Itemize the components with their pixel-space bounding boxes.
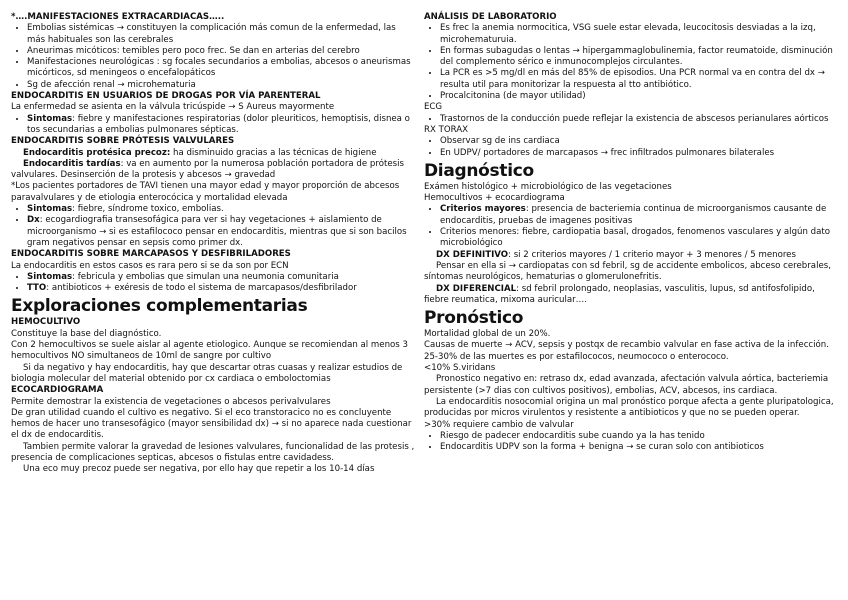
dx-diferencial [424,284,840,307]
right-column [424,12,840,453]
item-label: Sintomas [27,204,73,215]
list-item [27,204,416,215]
paragraph: >30% requiere cambio de valvular [424,419,574,430]
item-label: Dx [27,215,40,226]
list-item: • La PCR es >5 mg/dl en más del 85% de episodios. Una PCR normal va en contra del dx → resulta util para monitorizar la respuesta al tto antibiótico. [440,68,840,91]
paragraph: <10% S.viridans [424,363,496,374]
lab-heading: ANÁLISIS DE LABORATORIO [424,12,557,22]
paragraph: Con 2 hemocultivos se suele aislar al agente etiologico. Aunque se recomiendan al menos 3 hemocultivos NO simultaneos de 10ml de sangre por cultivo [11,340,408,362]
udvp-list [11,114,416,137]
list-item: • Aneurimas micóticos: temibles pero poco frec. Se dan en arterias del cerebro [27,46,416,57]
list-item: • En UDPV/ portadores de marcapasos → frec infiltrados pulmonares bilaterales [440,148,840,159]
pacemaker-list [11,272,416,295]
ecg-list [424,114,840,125]
list-item [27,272,416,283]
tavi-note: *Los pacientes portadores de TAVI tienen una mayor edad y mayor proporción de abcesos paravalvulares y de etiologia enterocócica y mortalidad elevada [11,181,400,203]
list-item: • Trastornos de la conducción puede reflejar la existencia de abscesos perianulares aórticos [440,114,840,125]
item-text: : fiebre, síndrome toxico, embolias. [72,204,224,215]
exploraciones-title: Exploraciones complementarias [11,296,308,317]
left-column [11,12,416,476]
prosthesis-heading: ENDOCARDITIS SOBRE PRÓTESIS VALVULARES [11,136,235,147]
pronostico-title: Pronóstico [424,308,524,329]
list-item: • Sg de afección renal → microhematuria [27,80,416,91]
udvp-text: La enfermedad se asienta en la válvula tricúspide → S Aureus mayormente [11,102,335,113]
item-label: DX DEFINITIVO [436,249,509,260]
paragraph: Una eco muy precoz puede ser negativa, por ello hay que repetir a los 10-14 días [23,464,375,475]
pacemaker-text: La endocarditis en estos casos es rara pero si se da son por ECN [11,260,289,271]
list-item [440,204,840,227]
lab-list [424,23,840,102]
rx-heading: RX TORAX [424,124,468,135]
list-item: • Endocarditis UDPV son la forma + benigna → se curan solo con antibioticos [440,442,840,453]
paragraph: Mortalidad global de un 20%. [424,329,551,340]
paragraph: Hemocultivos + ecocardiograma [424,193,565,204]
item-label: Endocarditis tardías [23,158,121,169]
item-label: Sintomas [27,113,73,124]
item-text: : sd febril prolongado, neoplasias, vasculitis, lupus, sd antifosfolipido, fiebre reumatica, mixoma auricular…. [424,283,815,305]
item-label: Endocarditis protésica precoz: [23,147,171,158]
paragraph: Constituye la base del diagnóstico. [11,328,162,339]
item-text: : febricula y embolias que simulan una neumonia comunitaria [72,271,339,282]
item-label: TTO [27,283,47,294]
list-item: • Embolias sistémicas → constituyen la complicación más comun de la enfermedad, las más habituales son las cerebrales [27,23,416,46]
paragraph: Pronostico negativo en: retraso dx, edad avanzada, afectación valvula aórtica, bacteriemia persistente (>7 dias con cultivos positivos), embolias, ACV, abcesos, ins cardiaca. [424,374,829,396]
item-label: Criterios mayores [440,204,526,215]
prosthesis-list [11,204,416,249]
paragraph: Tambien permite valorar la gravedad de lesiones valvulares, funcionalidad de las protesis , presencia de complicaciones septicas, abcesos o fistulas entre cavidadess. [11,441,415,463]
extracardiac-list [11,23,416,91]
list-item: • Criterios menores: fiebre, cardiopatia basal, drogados, fenomenos vasculares y algún dato microbiológico [440,227,840,250]
paragraph: La endocarditis nosocomial origina un mal pronóstico porque afecta a gente pluripatologica, producidas por micros virulentos y resistente a antibioticos y que no se pueden operar. [424,396,834,419]
list-item [27,114,416,137]
list-item: • Manifestaciones neurológicas : sg focales secundarios a embolias, abcesos o aneurismas micórticos, sd meningeos o encefalopáticos [27,57,416,80]
list-item [27,283,416,294]
item-text: : presencia de bacteriemia continua de microorganismos causante de endocarditis, pruebas de imagenes positivas [440,204,827,226]
paragraph: 25-30% de las muertes es por estafilococos, neumococo o enterococo. [424,351,729,362]
paragraph: Si da negativo y hay endocarditis, hay que descartar otras cuasas y realizar estudios de biologia molecular del material obtenido por cx cardiaca o emboloctomias [11,362,403,384]
list-item: • Observar sg de ins cardiaca [440,136,840,147]
prosthesis-early [11,148,416,159]
paragraph: Causas de muerte → ACV, sepsis y postqx de recambio valvular en fase activa de la infección. [424,340,829,351]
ecg-heading: ECG [424,102,443,113]
list-item: • En formas subagudas o lentas → hipergammaglobulinemia, factor reumatoide, disminución del complemento sérico e inmunocomplejos circulantes. [440,46,840,69]
item-text: ha disminuido gracias a las técnicas de higiene [170,147,377,158]
prosthesis-late [11,159,416,182]
paragraph: Permite demostrar la existencia de vegetaciones o abcesos perivalvulares [11,396,331,407]
list-item: • Es frec la anemia normocitica, VSG suele estar elevada, leucocitosis desviadas a la izq, microhematuruia. [440,23,840,46]
rx-list [424,136,840,159]
list-item: • Riesgo de padecer endocarditis sube cuando ya la has tenido [440,431,840,442]
paragraph: Pensar en ella si → cardiopatas con sd febril, sg de accidente embolicos, abceso cerebrales, síntomas neurológicos, hematurias o glomerulonefritis. [424,260,831,283]
item-text: : fiebre y manifestaciones respiratorias (dolor pleuriticos, hemoptisis, disnea o tos secundarias a embolias pulmonares sépticas. [27,113,410,135]
hemocultivo-heading: HEMOCULTIVO [11,317,81,328]
item-label: DX DIFERENCIAL [436,283,517,294]
item-text: : va en aumento por la numerosa población portadora de prótesis valvulares. Desinserción de la protesis y abcesos → gravedad [11,158,404,181]
item-text: : si 2 criterios mayores / 1 criterio mayor + 3 menores / 5 menores [508,249,796,260]
list-item: • Procalcitonina (de mayor utilidad) [440,91,840,102]
pronostico-list [424,431,840,454]
diagnostico-title: Diagnóstico [424,160,534,181]
list-item [27,215,416,249]
dx-definitivo [424,250,840,261]
ecocardiograma-heading: ECOCARDIOGRAMA [11,385,104,396]
udvp-heading: ENDOCARDITIS EN USUARIOS DE DROGAS POR VÍA PARENTERAL [11,91,321,102]
pacemaker-heading: ENDOCARDITIS SOBRE MARCAPASOS Y DESFIBRILADORES [11,249,291,260]
paragraph: Exámen histológico + microbiológico de las vegetaciones [424,181,672,192]
item-text: : antibioticos + exéresis de todo el sistema de marcapasos/desfibrilador [46,283,357,294]
item-label: Sintomas [27,271,73,282]
item-text: : ecogardiografia transesofágica para ver si hay vegetaciones + aislamiento de microorganismo → si es estafilococo pensar en endocarditis, mientras que si son bacilos gram negativos pensar en sepsis como primer dx. [27,215,407,248]
criteria-list [424,204,840,249]
paragraph: De gran utilidad cuando el cultivo es negativo. Si el eco transtoracico no es concluyente hemos de hacer uno transesofágico (mayor sensibilidad dx) → si no aparece nada cuestionar el dx de endocarditis. [11,407,412,441]
extracardiac-heading: *….MANIFESTACIONES EXTRACARDIACAS….. [11,12,225,22]
